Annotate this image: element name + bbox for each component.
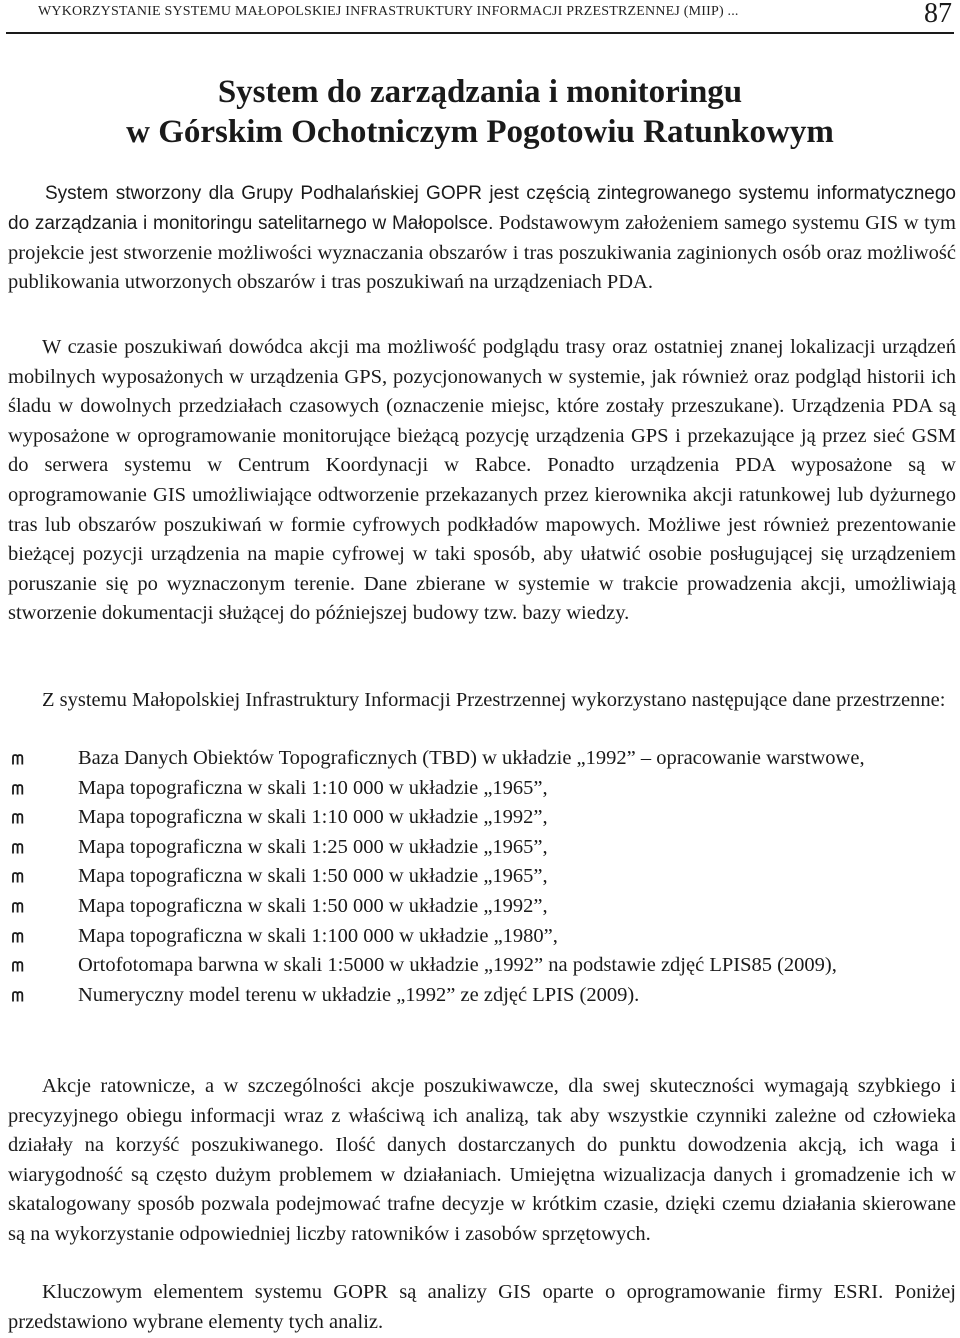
paragraph-search-monitoring: W czasie poszukiwań dowódca akcji ma możliwość podglądu trasy oraz ostatniej znanej lokalizacji urządzeń mobilnych wyposażonych w urządzenia GPS, pozycjonowanych w systemie, jak również oraz podgląd historii ich śladu w dowolnych przedziałach czasowych (oznaczenie miejsc, które zostały przeszukane). Urządzenia PDA są wyposażone w oprogramowanie monitorujące bieżącą pozycję urządzenia GPS i przekazujące ją przez sieć GSM do serwera systemu w Centrum Koordynacji w Rabce. Ponadto urządzenia PDA wyposażone są w oprogramowanie GIS umożliwiające odtworzenie przekazanych przez kierownika akcji ratunkowej lub dyżurnego tras lub obszarów poszukiwań w formie cyfrowych podkładów mapowych. Możliwe jest również prezentowanie bieżącej pozycji urządzenia na mapie cyfrowej w taki sposób, aby ułatwić osobie posługującej się urządzeniem poruszanie się po wyznaczonym terenie. Dane zbierane w systemie w trakcie prowadzenia akcji, umożliwiają stworzenie dokumentacji służącej do późniejszej budowy tzw. bazy wiedzy. xyxy=(8,336,956,625)
list-item xyxy=(8,833,956,863)
list-item xyxy=(8,951,956,981)
m-bullet-icon xyxy=(12,902,27,913)
m-bullet-icon xyxy=(12,754,27,765)
m-bullet-icon xyxy=(12,932,27,943)
article-title-line-1: System do zarządzania i monitoringu xyxy=(217,74,743,110)
paragraph-miip-data-intro: Z systemu Małopolskiej Infrastruktury Informacji Przestrzennej wykorzystano następujące dane przestrzenne: xyxy=(42,689,946,711)
list-item xyxy=(8,892,956,922)
list-item xyxy=(8,803,956,833)
paragraph-esri-analyses: Kluczowym elementem systemu GOPR są analizy GIS oparte o oprogramowanie firmy ESRI. Poniżej przedstawiono wybrane elementy tych analiz. xyxy=(8,1281,956,1333)
article-title xyxy=(0,72,960,152)
page-number: 87 xyxy=(924,0,952,29)
running-header xyxy=(0,0,960,34)
m-bullet-icon xyxy=(12,784,27,795)
list-item-text: Mapa topograficzna w skali 1:50 000 w układzie „1992”, xyxy=(78,894,548,917)
intro-serif-text: Podstawowym założeniem samego systemu GIS w tym projekcie jest stworzenie możliwości wyznaczania obszarów i tras poszukiwania zaginionych osób oraz możliwość publikowania utworzonych obszarów i tras poszukiwań na urządzeniach PDA. xyxy=(8,211,956,294)
header-rule xyxy=(6,32,954,34)
m-bullet-icon xyxy=(12,843,27,854)
m-bullet-icon xyxy=(12,813,27,824)
spatial-data-list xyxy=(8,744,956,1010)
m-bullet-icon xyxy=(12,961,27,972)
m-bullet-icon xyxy=(12,872,27,883)
paragraph-rescue-actions: Akcje ratownicze, a w szczególności akcje poszukiwawcze, dla swej skuteczności wymagają szybkiego i precyzyjnego obiegu informacji wraz z właściwą ich analizą, tak aby wszystkie czynniki zależne od człowieka działały na korzyść poszukiwanego. Ilość danych dostarczanych do punktu dowodzenia akcją, ich waga i wiarygodność są często dużym problemem w działaniach. Umiejętna wizualizacja danych i gromadzenie ich w skatalogowany sposób pozwala podejmować trafne decyzje w krótkim czasie, dzięki czemu działania skierowane są na wykorzystanie odpowiedniej liczby ratowników i zasobów sprzętowych. xyxy=(8,1075,956,1245)
list-item xyxy=(8,922,956,952)
list-item xyxy=(8,774,956,804)
m-bullet-icon xyxy=(12,991,27,1002)
list-item-text: Mapa topograficzna w skali 1:100 000 w układzie „1980”, xyxy=(78,924,558,947)
list-item-text: Baza Danych Obiektów Topograficznych (TBD) w układzie „1992” – opracowanie warstwowe, xyxy=(78,747,865,769)
list-item-text: Mapa topograficzna w skali 1:50 000 w układzie „1965”, xyxy=(78,865,548,888)
running-title: WYKORZYSTANIE SYSTEMU MAŁOPOLSKIEJ INFRASTRUKTURY INFORMACJI PRZESTRZENNEJ (MIIP) ... xyxy=(38,4,739,19)
list-item-text: Ortofotomapa barwna w skali 1:5000 w układzie „1992” na podstawie zdjęć LPIS85 (2009), xyxy=(78,954,837,977)
article-title-line-2: w Górskim Ochotniczym Pogotowiu Ratunkowym xyxy=(126,114,834,150)
list-item xyxy=(8,981,956,1011)
intro-sans-text: System stworzony dla Grupy Podhalańskiej GOPR jest częścią zintegrowanego systemu informatycznego do zarządzania i monitoringu satelitarnego w Małopolsce. xyxy=(8,183,956,234)
list-item xyxy=(8,862,956,892)
list-item-text: Mapa topograficzna w skali 1:25 000 w układzie „1965”, xyxy=(78,835,548,858)
list-item-text: Numeryczny model terenu w układzie „1992” ze zdjęć LPIS (2009). xyxy=(78,983,640,1006)
list-item xyxy=(8,744,956,774)
list-item-text: Mapa topograficzna w skali 1:10 000 w układzie „1992”, xyxy=(78,806,548,829)
list-item-text: Mapa topograficzna w skali 1:10 000 w układzie „1965”, xyxy=(78,776,548,799)
intro-paragraph xyxy=(8,180,956,298)
